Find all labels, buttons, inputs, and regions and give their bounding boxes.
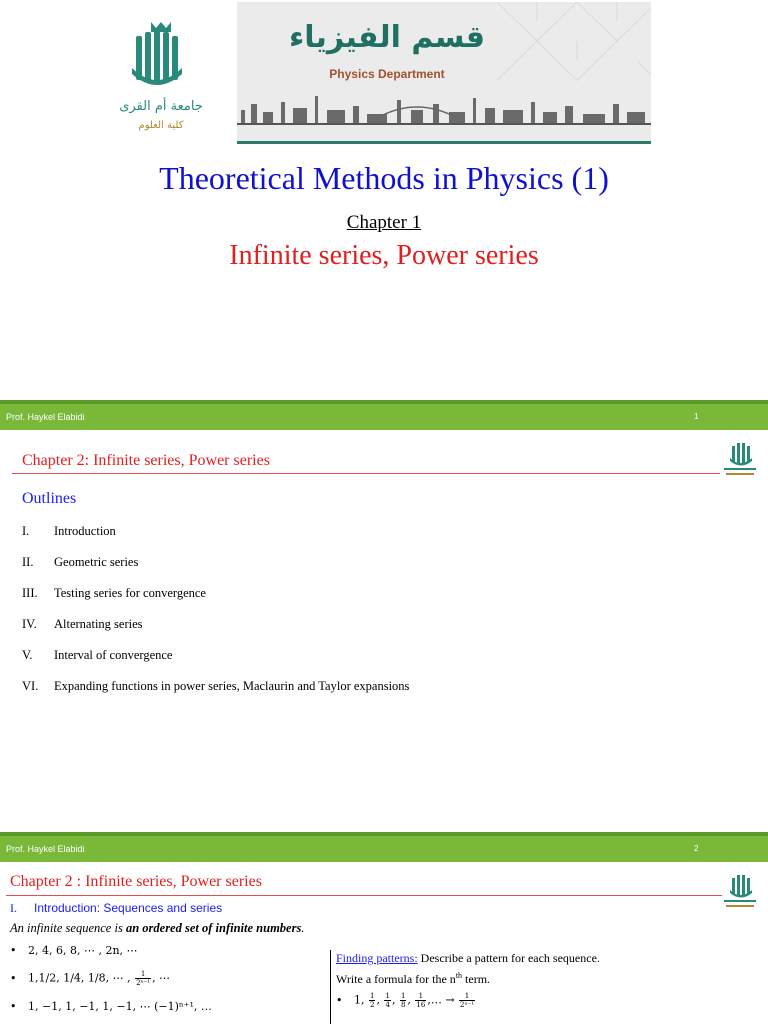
section-title: Introduction: Sequences and series	[34, 901, 223, 915]
outlines-label: Outlines	[22, 490, 77, 507]
heading-divider	[6, 895, 722, 896]
fraction	[135, 970, 151, 987]
definition-bold: an ordered set of infinite numbers	[125, 921, 302, 935]
section-number: I.	[10, 901, 17, 915]
formula-sup: th	[455, 971, 463, 980]
chapter-label: Chapter 1	[346, 212, 422, 233]
denominator: 2ⁿ⁻¹	[136, 979, 151, 987]
footer-bar-2	[0, 832, 768, 862]
item-number: VI.	[22, 679, 39, 693]
definition-text	[10, 921, 304, 936]
section-heading	[10, 901, 222, 916]
fraction	[459, 992, 475, 1009]
university-logo	[96, 18, 226, 138]
numerator: 1	[400, 992, 406, 1000]
denominator: 4	[385, 1001, 390, 1009]
skyline-graphic	[237, 90, 651, 130]
item-text: Introduction	[54, 524, 116, 538]
sequence-example-2	[10, 970, 170, 987]
bullet: •	[10, 944, 17, 957]
item-number: V.	[22, 648, 33, 662]
fraction	[384, 992, 390, 1009]
fraction	[400, 992, 406, 1009]
numerator: 1	[370, 992, 375, 1000]
bullet: •	[10, 1000, 17, 1013]
sequence-text: 1,1/2, 1/4, 1/8, ⋯ ,	[28, 971, 131, 985]
sequence-text-end: , ⋯	[152, 971, 171, 985]
numerator: 1	[415, 992, 426, 1001]
sequence-text: 1, −1, 1, −1, 1, −1, ⋯ (−1)ⁿ⁺¹, …	[28, 1000, 212, 1013]
numerator: 1	[135, 970, 151, 979]
slide-heading: Chapter 2 : Infinite series, Power series	[10, 873, 262, 890]
item-number: III.	[22, 586, 38, 600]
item-text: Testing series for convergence	[54, 586, 206, 600]
column-divider	[330, 950, 331, 1024]
pattern-start: 1,	[354, 993, 365, 1007]
title-slide	[0, 0, 768, 400]
logo-arabic-line2: كلية العلوم	[138, 120, 184, 131]
item-number: I.	[22, 524, 30, 538]
presentation-title: Theoretical Methods in Physics (1)	[159, 160, 609, 196]
numerator: 1	[385, 992, 390, 1000]
denominator: 2	[370, 1001, 375, 1009]
item-number: IV.	[22, 617, 37, 631]
mini-university-logo	[716, 870, 764, 912]
outline-slide	[0, 432, 768, 832]
sequence-text: 2, 4, 6, 8, ⋯ , 2n, ⋯	[28, 944, 138, 957]
sequence-example-1	[10, 944, 138, 957]
bullet: •	[336, 993, 343, 1007]
department-banner	[237, 2, 651, 144]
introduction-slide	[0, 864, 768, 1024]
footer-bar-1	[0, 400, 768, 430]
fraction	[415, 992, 426, 1009]
formula-text-end: term.	[462, 972, 491, 986]
denominator: 8	[400, 1001, 406, 1009]
banner-arabic-title: قسم الفيزياء	[288, 20, 486, 55]
finding-patterns-link[interactable]: Finding patterns:	[336, 951, 418, 965]
denominator: 16	[416, 1001, 426, 1009]
item-text: Interval of convergence	[54, 648, 173, 662]
page-number: 1	[694, 412, 699, 421]
definition-prefix: An infinite sequence is	[10, 921, 126, 935]
mini-university-logo	[716, 438, 764, 480]
item-number: II.	[22, 555, 34, 569]
denominator: 2ⁿ⁻¹	[460, 1001, 475, 1009]
slide-heading: Chapter 2: Infinite series, Power series	[22, 452, 270, 469]
page-number: 2	[694, 844, 699, 853]
finding-patterns-text	[336, 951, 600, 966]
item-text: Alternating series	[54, 617, 143, 631]
fraction	[369, 992, 375, 1009]
heading-divider	[12, 473, 720, 474]
finding-patterns-desc: Describe a pattern for each sequence.	[417, 951, 600, 965]
formula-text: Write a formula for the n	[336, 972, 456, 986]
banner-english-title: Physics Department	[329, 67, 445, 81]
numerator: 1	[459, 992, 475, 1001]
footer-author: Prof. Haykel Elabidi	[6, 412, 85, 422]
formula-instruction	[336, 971, 490, 987]
item-text: Expanding functions in power series, Maclaurin and Taylor expansions	[54, 679, 410, 693]
pattern-arrow: ,… →	[427, 993, 455, 1007]
presentation-subtitle: Infinite series, Power series	[229, 240, 539, 271]
footer-author: Prof. Haykel Elabidi	[6, 844, 85, 854]
logo-arabic-line1: جامعة أم القرى	[119, 99, 203, 114]
definition-suffix: .	[301, 921, 305, 935]
pattern-example: • 1, $\frac{1}{2}$ , $\frac{1}{4}$ , $\frac{1}{8}$ , $\frac{1}{16}$ ,… → $\frac{1}{\text{2ⁿ⁻¹}}$	[336, 992, 475, 1009]
item-text: Geometric series	[54, 555, 139, 569]
bullet: •	[10, 971, 17, 985]
sequence-example-3	[10, 1000, 212, 1013]
